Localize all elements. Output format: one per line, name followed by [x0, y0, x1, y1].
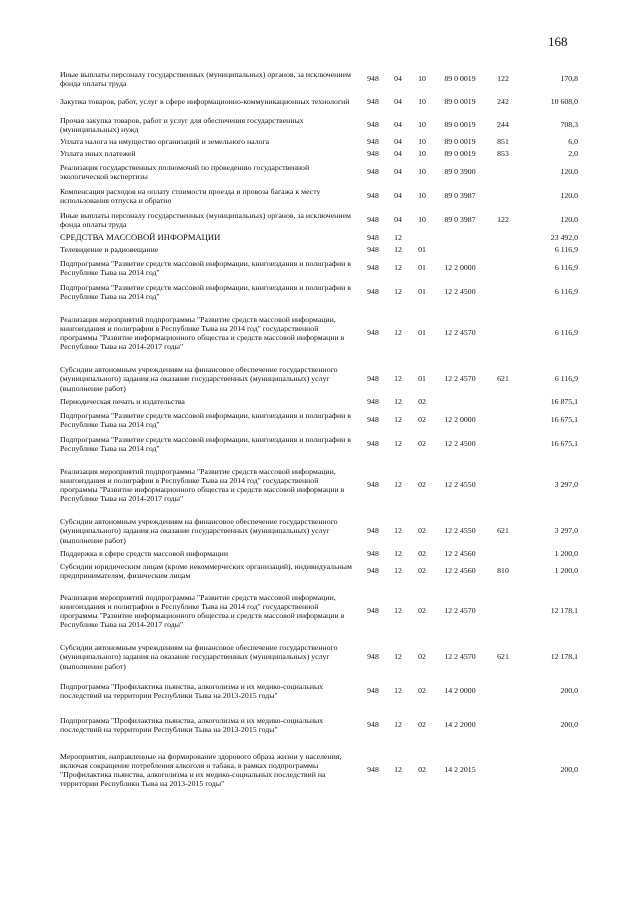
row-expense-type: 853 — [497, 149, 509, 159]
row-section-code: 12 — [394, 233, 402, 243]
row-target-article: 14 2 0000 — [444, 686, 476, 696]
row-expense-type: 621 — [497, 374, 509, 384]
row-subsection-code: 01 — [418, 245, 426, 255]
row-expense-type: 810 — [497, 566, 509, 576]
row-grbs-code: 948 — [367, 215, 379, 225]
row-amount: 16 875,1 — [550, 397, 578, 407]
row-section-code: 12 — [394, 526, 402, 536]
budget-table — [60, 68, 620, 798]
row-section-code: 12 — [394, 415, 402, 425]
page-number: 168 — [548, 34, 568, 49]
table-row — [60, 148, 620, 160]
row-section-code: 04 — [394, 74, 402, 84]
row-amount: 200,0 — [560, 686, 578, 696]
table-row — [60, 160, 620, 184]
table-row — [60, 640, 620, 674]
row-subsection-code: 02 — [418, 526, 426, 536]
row-target-article: 12 2 4550 — [444, 480, 476, 490]
table-row — [60, 708, 620, 742]
row-target-article: 89 0 0019 — [444, 149, 476, 159]
row-target-article: 89 0 3987 — [444, 215, 476, 225]
row-section-code: 04 — [394, 215, 402, 225]
row-amount: 200,0 — [560, 765, 578, 775]
table-row — [60, 232, 620, 244]
table-row — [60, 456, 620, 514]
row-name: Закупка товаров, работ, услуг в сфере информационно-коммуникационных технологий — [60, 97, 350, 107]
row-amount: 1 200,0 — [554, 549, 578, 559]
row-section-code: 12 — [394, 606, 402, 616]
row-target-article: 12 2 4570 — [444, 328, 476, 338]
row-subsection-code: 02 — [418, 549, 426, 559]
row-target-article: 89 0 0019 — [444, 137, 476, 147]
row-name: Телевидение и радиовещание — [60, 245, 159, 255]
row-grbs-code: 948 — [367, 137, 379, 147]
row-grbs-code: 948 — [367, 686, 379, 696]
row-amount: 12 178,1 — [550, 606, 578, 616]
row-section-code: 12 — [394, 439, 402, 449]
row-subsection-code: 01 — [418, 263, 426, 273]
row-section-code: 12 — [394, 720, 402, 730]
row-expense-type: 621 — [497, 526, 509, 536]
table-row — [60, 68, 620, 90]
row-grbs-code: 948 — [367, 263, 379, 273]
row-name: Реализация мероприятий подпрограммы "Развитие средств массовой информации, книгоиздания и полиграфии в Республике Тыва на 2014 год" государственной программы "Развитие информационного общества и средств массовой информации в Республике Тыва на 2014-2017 годы" — [60, 314, 345, 352]
row-section-code: 04 — [394, 167, 402, 177]
row-name: Подпрограмма "Развитие средств массовой информации, книгоиздания и полиграфии в Республике Тыва на 2014 год" — [60, 258, 351, 277]
row-section-code: 12 — [394, 287, 402, 297]
row-section-code: 04 — [394, 149, 402, 159]
row-grbs-code: 948 — [367, 549, 379, 559]
row-grbs-code: 948 — [367, 374, 379, 384]
row-amount: 12 178,1 — [550, 652, 578, 662]
row-target-article: 89 0 0019 — [444, 74, 476, 84]
row-name: Подпрограмма "Развитие средств массовой информации, книгоиздания и полиграфии в Республике Тыва на 2014 год" — [60, 434, 351, 453]
row-subsection-code: 01 — [418, 374, 426, 384]
row-grbs-code: 948 — [367, 606, 379, 616]
row-amount: 170,8 — [560, 74, 578, 84]
row-name: Уплата налога на имущество организаций и земельного налога — [60, 137, 270, 147]
row-grbs-code: 948 — [367, 74, 379, 84]
row-target-article: 12 2 4560 — [444, 549, 476, 559]
row-subsection-code: 10 — [418, 191, 426, 201]
row-amount: 23 492,0 — [550, 233, 578, 243]
row-target-article: 14 2 2000 — [444, 720, 476, 730]
row-target-article: 12 2 4560 — [444, 566, 476, 576]
table-row — [60, 280, 620, 304]
row-amount: 6 116,9 — [554, 263, 578, 273]
row-amount: 6 116,9 — [554, 287, 578, 297]
row-subsection-code: 02 — [418, 415, 426, 425]
table-row — [60, 184, 620, 208]
row-subsection-code: 02 — [418, 606, 426, 616]
row-name: Субсидии автономным учреждениям на финансовое обеспечение государственного (муниципального) задания на оказание государственных (муниципальных) услуг (выполнение работ) — [60, 517, 338, 545]
row-subsection-code: 01 — [418, 328, 426, 338]
row-grbs-code: 948 — [367, 245, 379, 255]
table-row — [60, 362, 620, 396]
table-row — [60, 514, 620, 548]
row-section-code: 12 — [394, 549, 402, 559]
row-amount: 708,3 — [560, 120, 578, 130]
row-name: Субсидии юридическим лицам (кроме некоммерческих организаций), индивидуальным предпринимателям, физическим лицам — [60, 561, 352, 580]
row-name: Субсидии автономным учреждениям на финансовое обеспечение государственного (муниципального) задания на оказание государственных (муниципальных) услуг (выполнение работ) — [60, 643, 338, 671]
row-subsection-code: 10 — [418, 74, 426, 84]
row-name: Субсидии автономным учреждениям на финансовое обеспечение государственного (муниципального) задания на оказание государственных (муниципальных) услуг (выполнение работ) — [60, 365, 338, 393]
row-section-code: 12 — [394, 566, 402, 576]
row-subsection-code: 01 — [418, 287, 426, 297]
table-row — [60, 742, 620, 798]
row-target-article: 89 0 0019 — [444, 120, 476, 130]
table-row — [60, 396, 620, 408]
row-target-article: 89 0 3900 — [444, 167, 476, 177]
table-row — [60, 304, 620, 362]
row-grbs-code: 948 — [367, 120, 379, 130]
table-row — [60, 408, 620, 432]
row-expense-type: 621 — [497, 652, 509, 662]
row-target-article: 12 2 4570 — [444, 374, 476, 384]
row-subsection-code: 10 — [418, 97, 426, 107]
row-name: Периодическая печать и издательства — [60, 397, 185, 407]
row-grbs-code: 948 — [367, 191, 379, 201]
row-name: Прочая закупка товаров, работ и услуг для обеспечения государственных (муниципальных) нужд — [60, 115, 304, 134]
row-section-code: 12 — [394, 263, 402, 273]
row-subsection-code: 10 — [418, 167, 426, 177]
row-name: Компенсация расходов на оплату стоимости проезда и провоза багажа к месту использования отпуска и обратно — [60, 186, 321, 205]
row-name: Подпрограмма "Профилактика пьянства, алкоголизма и их медико-социальных последствий на территории Республики Тыва на 2013-2015 годы" — [60, 715, 324, 734]
row-amount: 120,0 — [560, 191, 578, 201]
row-section-code: 04 — [394, 97, 402, 107]
row-name: Реализация мероприятий подпрограммы "Развитие средств массовой информации, книгоиздания и полиграфии в Республике Тыва на 2014 год" государственной программы "Развитие информационного общества и средств массовой информации в Республике Тыва на 2014-2017 годы" — [60, 592, 345, 630]
row-subsection-code: 10 — [418, 149, 426, 159]
row-subsection-code: 02 — [418, 439, 426, 449]
row-section-code: 12 — [394, 245, 402, 255]
table-row — [60, 136, 620, 148]
row-name: Мероприятия, направленные на формирование здорового образа жизни у населения, включая сокращение потребления алкоголя и табака, в рамках подпрограммы "Профилактика пьянства, алкоголизма и их медико-социальных последствий на территории Республики Тыва на 2013-2015 годы" — [60, 751, 342, 789]
row-grbs-code: 948 — [367, 233, 379, 243]
table-row — [60, 208, 620, 232]
row-target-article: 14 2 2015 — [444, 765, 476, 775]
row-name: Реализация государственных полномочий по проведению государственной экологической экспертизы — [60, 162, 310, 181]
table-row — [60, 548, 620, 560]
row-grbs-code: 948 — [367, 652, 379, 662]
row-grbs-code: 948 — [367, 97, 379, 107]
row-section-code: 12 — [394, 397, 402, 407]
row-subsection-code: 02 — [418, 720, 426, 730]
row-target-article: 12 2 0000 — [444, 415, 476, 425]
row-name: Подпрограмма "Развитие средств массовой информации, книгоиздания и полиграфии в Республике Тыва на 2014 год" — [60, 410, 351, 429]
row-name: Подпрограмма "Профилактика пьянства, алкоголизма и их медико-социальных последствий на территории Республики Тыва на 2013-2015 годы" — [60, 681, 324, 700]
row-grbs-code: 948 — [367, 480, 379, 490]
row-section-code: 04 — [394, 191, 402, 201]
row-target-article: 12 2 0000 — [444, 263, 476, 273]
row-amount: 200,0 — [560, 720, 578, 730]
row-amount: 6 116,9 — [554, 374, 578, 384]
row-amount: 10 608,0 — [550, 97, 578, 107]
row-section-code: 12 — [394, 765, 402, 775]
row-amount: 3 297,0 — [554, 480, 578, 490]
row-expense-type: 242 — [497, 97, 509, 107]
table-row — [60, 432, 620, 456]
row-section-code: 12 — [394, 652, 402, 662]
table-row — [60, 560, 620, 582]
row-subsection-code: 10 — [418, 120, 426, 130]
row-grbs-code: 948 — [367, 149, 379, 159]
row-section-code: 12 — [394, 374, 402, 384]
row-grbs-code: 948 — [367, 765, 379, 775]
row-amount: 6,0 — [568, 137, 578, 147]
row-name: Реализация мероприятий подпрограммы "Развитие средств массовой информации, книгоиздания и полиграфии в Республике Тыва на 2014 год" государственной программы "Развитие информационного общества и средств массовой информации в Республике Тыва на 2014-2017 годы" — [60, 466, 345, 504]
row-subsection-code: 10 — [418, 137, 426, 147]
row-section-code: 12 — [394, 328, 402, 338]
row-expense-type: 122 — [497, 74, 509, 84]
row-subsection-code: 02 — [418, 397, 426, 407]
row-grbs-code: 948 — [367, 439, 379, 449]
row-grbs-code: 948 — [367, 397, 379, 407]
table-row — [60, 244, 620, 256]
row-amount: 16 675,1 — [550, 415, 578, 425]
table-row — [60, 114, 620, 136]
row-grbs-code: 948 — [367, 287, 379, 297]
row-section-code: 04 — [394, 120, 402, 130]
row-name: Уплата иных платежей — [60, 149, 136, 159]
row-section-code: 04 — [394, 137, 402, 147]
row-target-article: 12 2 4570 — [444, 606, 476, 616]
table-row — [60, 674, 620, 708]
row-target-article: 12 2 4570 — [444, 652, 476, 662]
row-amount: 3 297,0 — [554, 526, 578, 536]
row-name: Поддержка в сфере средств массовой информации — [60, 549, 228, 559]
row-grbs-code: 948 — [367, 167, 379, 177]
row-amount: 6 116,9 — [554, 245, 578, 255]
row-name: Иные выплаты персоналу государственных (муниципальных) органов, за исключением фонда оплаты труда — [60, 69, 351, 88]
row-grbs-code: 948 — [367, 415, 379, 425]
row-expense-type: 122 — [497, 215, 509, 225]
row-section-code: 12 — [394, 480, 402, 490]
row-subsection-code: 02 — [418, 686, 426, 696]
table-row — [60, 90, 620, 114]
row-grbs-code: 948 — [367, 566, 379, 576]
row-subsection-code: 02 — [418, 480, 426, 490]
table-row — [60, 582, 620, 640]
row-amount: 120,0 — [560, 167, 578, 177]
row-subsection-code: 02 — [418, 765, 426, 775]
row-subsection-code: 02 — [418, 652, 426, 662]
row-grbs-code: 948 — [367, 526, 379, 536]
row-grbs-code: 948 — [367, 328, 379, 338]
row-target-article: 89 0 3987 — [444, 191, 476, 201]
row-expense-type: 851 — [497, 137, 509, 147]
row-amount: 120,0 — [560, 215, 578, 225]
row-grbs-code: 948 — [367, 720, 379, 730]
row-target-article: 12 2 4500 — [444, 287, 476, 297]
row-target-article: 89 0 0019 — [444, 97, 476, 107]
row-subsection-code: 10 — [418, 215, 426, 225]
row-name: Иные выплаты персоналу государственных (муниципальных) органов, за исключением фонда оплаты труда — [60, 210, 351, 229]
row-target-article: 12 2 4550 — [444, 526, 476, 536]
row-subsection-code: 02 — [418, 566, 426, 576]
row-expense-type: 244 — [497, 120, 509, 130]
row-amount: 16 675,1 — [550, 439, 578, 449]
row-name: Подпрограмма "Развитие средств массовой информации, книгоиздания и полиграфии в Республике Тыва на 2014 год" — [60, 282, 351, 301]
table-row — [60, 256, 620, 280]
row-name: СРЕДСТВА МАССОВОЙ ИНФОРМАЦИИ — [60, 232, 221, 243]
row-section-code: 12 — [394, 686, 402, 696]
row-amount: 2,0 — [568, 149, 578, 159]
row-amount: 6 116,9 — [554, 328, 578, 338]
row-target-article: 12 2 4500 — [444, 439, 476, 449]
row-amount: 1 200,0 — [554, 566, 578, 576]
